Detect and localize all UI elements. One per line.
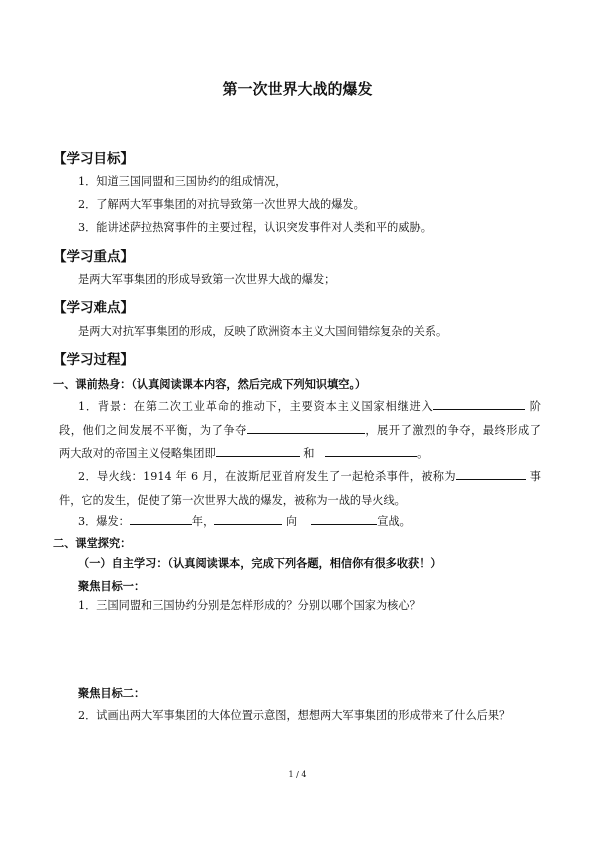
key-points-heading: 【学习重点】: [53, 249, 134, 265]
focus1-label: 聚焦目标一：: [78, 579, 146, 593]
focus1-question: 1．三国同盟和三国协约分别是怎样形成的？分别以哪个国家为核心？: [78, 599, 421, 612]
q1-paragraph: [59, 395, 541, 466]
q2-line-2: [59, 489, 541, 513]
q1-blank-contest[interactable]: [247, 422, 365, 434]
goals-heading: 【学习目标】: [53, 151, 134, 167]
q3-text-b: 年，: [191, 515, 215, 528]
q3-blank-country-2[interactable]: [311, 513, 377, 525]
q2-text-a: 2．导火线：1914 年 6 月，在波斯尼亚首府发生了一起枪杀事件，被称为: [78, 470, 456, 483]
page-number: 1 / 4: [288, 770, 307, 779]
q3-text-d: 宣战。: [377, 515, 411, 528]
page-title: 第一次世界大战的爆发: [222, 80, 373, 98]
q1-blank-group-2[interactable]: [325, 445, 417, 457]
q1-text-a: 1．背景：在第二次工业革命的推动下，主要资本主义国家相继进入: [78, 400, 434, 413]
key-points-text: 是两大军事集团的形成导致第一次世界大战的爆发；: [78, 273, 336, 286]
q3-text-a: 3．爆发：: [78, 515, 130, 528]
q1-text-g: 。: [417, 447, 429, 460]
q1-blank-group-1[interactable]: [216, 445, 300, 457]
part2-heading: 二、课堂探究：: [53, 536, 132, 550]
part2-sub1: （一）自主学习：（认真阅读课本，完成下列各题，相信你有很多收获！）: [78, 556, 442, 570]
goal-item-2: 2．了解两大军事集团的对抗导致第一次世界大战的爆发。: [78, 198, 365, 211]
q2-line-1: [59, 465, 541, 489]
focus2-label: 聚焦目标二：: [78, 686, 146, 700]
q1-text-b: 阶: [529, 400, 541, 413]
goal-item-3: 3．能讲述萨拉热窝事件的主要过程，认识突发事件对人类和平的威胁。: [78, 221, 432, 234]
q2-text-c: 件，它的发生，促使了第一次世界大战的爆发，被称为一战的导火线。: [59, 493, 406, 507]
q2-text-b: 事: [529, 470, 541, 483]
q3-text-c: 向: [285, 515, 298, 528]
focus2-question: 2．试画出两大军事集团的大体位置示意图，想想两大军事集团的形成带来了什么后果？: [78, 709, 511, 722]
q2-blank-event[interactable]: [456, 468, 526, 480]
q1-text-e: 两大敌对的帝国主义侵略集团即: [59, 447, 216, 460]
q1-line-3: [59, 442, 541, 466]
q3-line: [78, 513, 411, 529]
q3-blank-country-1[interactable]: [214, 513, 282, 525]
q1-text-f: 和: [303, 447, 315, 460]
q1-blank-stage[interactable]: [433, 398, 525, 410]
q2-paragraph: [59, 465, 541, 512]
part1-heading: 一、课前热身：（认真阅读课本内容，然后完成下列知识填空。）: [53, 377, 367, 391]
q1-line-1: [59, 395, 541, 419]
process-heading: 【学习过程】: [53, 352, 134, 368]
goal-item-1: 1．知道三国同盟和三国协约的组成情况，: [78, 175, 287, 188]
q1-text-c: 段，他们之间发展不平衡，为了争夺: [59, 423, 247, 437]
difficulties-text: 是两大对抗军事集团的形成，反映了欧洲资本主义大国间错综复杂的关系。: [78, 325, 448, 338]
q1-text-d: ，展开了激烈的争夺，最终形成了: [364, 423, 541, 437]
q3-blank-year[interactable]: [130, 513, 192, 525]
q1-line-2: [59, 419, 541, 443]
difficulties-heading: 【学习难点】: [53, 300, 134, 316]
